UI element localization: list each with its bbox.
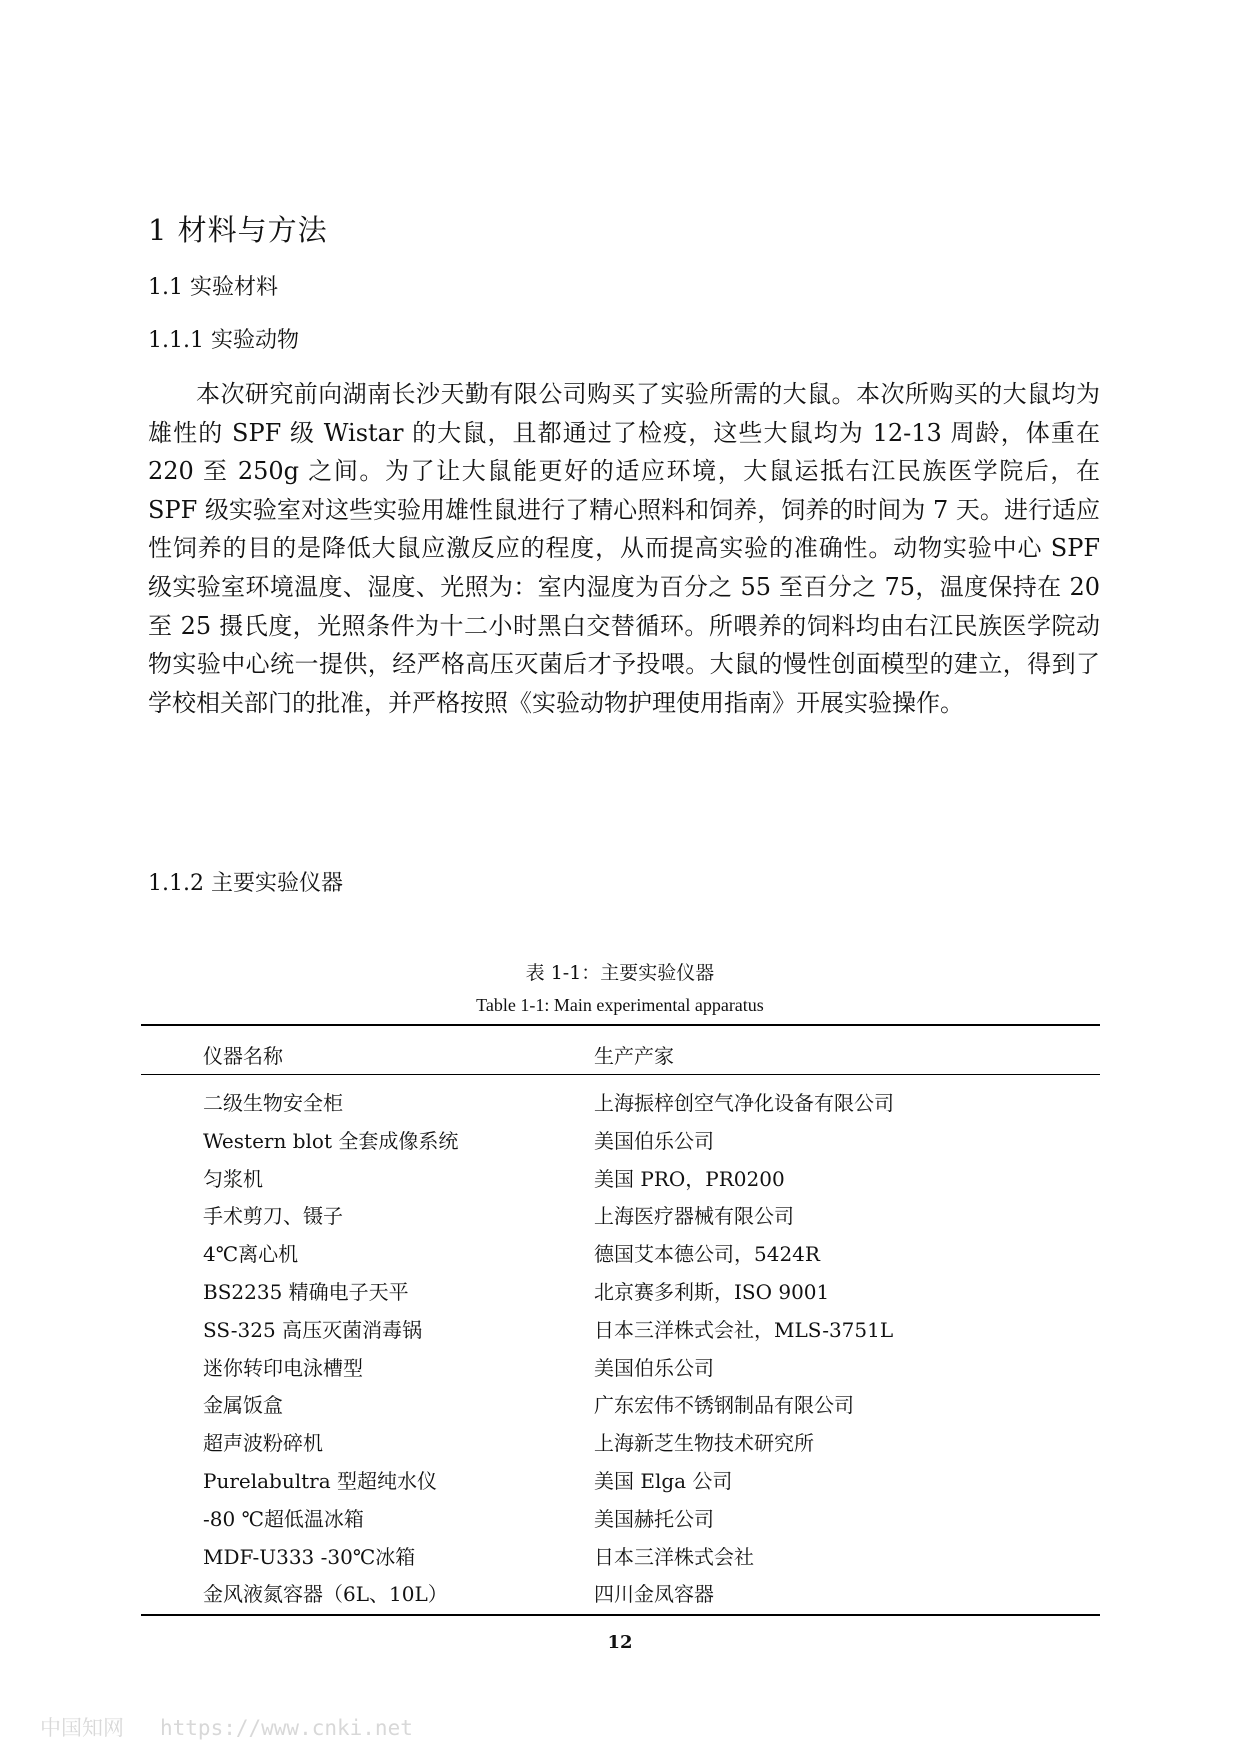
watermark-url[interactable]: https://www.cnki.net: [160, 1716, 413, 1740]
table-row: [0, 1383, 1240, 1421]
instrument-cell: -80 ℃超低温冰箱: [203, 1506, 364, 1531]
table-row: [0, 1346, 1240, 1384]
table-row: [0, 1157, 1240, 1195]
instrument-cell: 超声波粉碎机: [203, 1431, 323, 1456]
table-row: [0, 1421, 1240, 1459]
cnki-watermark: [40, 1712, 449, 1742]
table-row: [0, 1572, 1240, 1610]
table-row: [0, 1119, 1240, 1157]
watermark-brand: 中国知网: [40, 1716, 124, 1740]
table-row: [0, 1459, 1240, 1497]
table-row: [0, 1270, 1240, 1308]
instrument-cell: 匀浆机: [203, 1166, 263, 1191]
table-row: [0, 1497, 1240, 1535]
manufacturer-cell: 美国 PRO，PR0200: [594, 1166, 785, 1191]
table-row: [0, 1194, 1240, 1232]
manufacturer-cell: 四川金凤容器: [594, 1582, 714, 1607]
manufacturer-cell: 美国伯乐公司: [594, 1355, 714, 1380]
page-number: 12: [607, 1632, 633, 1653]
manufacturer-cell: 美国赫托公司: [594, 1506, 714, 1531]
table-row: [0, 1535, 1240, 1573]
instrument-cell: MDF-U333 -30℃冰箱: [203, 1544, 416, 1569]
instrument-cell: Western blot 全套成像系统: [203, 1128, 459, 1153]
instrument-cell: 金属饭盒: [203, 1393, 283, 1418]
table-row: [0, 1308, 1240, 1346]
instrument-cell: 4℃离心机: [203, 1242, 299, 1267]
section-heading: 1 材料与方法: [148, 213, 328, 247]
subsubsection-heading-animals: 1.1.1 实验动物: [148, 328, 299, 353]
table-top-rule: [141, 1024, 1100, 1026]
body-paragraph: 本次研究前向湖南长沙天勤有限公司购买了实验所需的大鼠。本次所购买的大鼠均为雄性的 SPF 级 Wistar 的大鼠，且都通过了检疫，这些大鼠均为 12-13 周龄，体重在 220 至 250g 之间。为了让大鼠能更好的适应环境，大鼠运抵右江民族医学院后，在 SPF 级实验室对这些实验用雄性鼠进行了精心照料和饲养，饲养的时间为 7 天。进行适应性饲养的目的是降低大鼠应激反应的程度，从而提高实验的准确性。动物实验中心 SPF 级实验室环境温度、湿度、光照为：室内湿度为百分之 55 至百分之 75，温度保持在 20 至 25 摄氏度，光照条件为十二小时黑白交替循环。所喂养的饲料均由右江民族医学院动物实验中心统一提供，经严格高压灭菌后才予投喂。大鼠的慢性创面模型的建立，得到了学校相关部门的批准，并严格按照《实验动物护理使用指南》开展实验操作。: [148, 380, 1100, 717]
table-caption-english: Table 1-1: Main experimental apparatus: [476, 995, 764, 1015]
table-row: [0, 1081, 1240, 1119]
manufacturer-cell: 德国艾本德公司，5424R: [594, 1242, 820, 1267]
manufacturer-cell: 上海新芝生物技术研究所: [594, 1431, 814, 1456]
instrument-cell: 手术剪刀、镊子: [203, 1204, 343, 1229]
table-bottom-rule: [141, 1614, 1100, 1616]
manufacturer-cell: 广东宏伟不锈钢制品有限公司: [594, 1393, 854, 1418]
manufacturer-cell: 北京赛多利斯，ISO 9001: [594, 1279, 830, 1304]
instrument-cell: BS2235 精确电子天平: [203, 1279, 409, 1304]
instrument-cell: 二级生物安全柜: [203, 1091, 343, 1115]
table-header-manufacturer: 生产产家: [594, 1044, 674, 1068]
table-caption-chinese: 表 1-1：主要实验仪器: [525, 962, 715, 984]
instrument-cell: SS-325 高压灭菌消毒锅: [203, 1317, 423, 1342]
instrument-cell: 金风液氮容器（6L、10L）: [203, 1582, 448, 1607]
table-body: [0, 1081, 1240, 1610]
manufacturer-cell: 美国 Elga 公司: [594, 1468, 733, 1493]
table-row: [0, 1232, 1240, 1270]
subsection-heading: 1.1 实验材料: [148, 275, 278, 300]
manufacturer-cell: 美国伯乐公司: [594, 1128, 714, 1153]
subsubsection-heading-instruments: 1.1.2 主要实验仪器: [148, 871, 343, 896]
table-header-instrument: 仪器名称: [203, 1044, 283, 1068]
manufacturer-cell: 日本三洋株式会社，MLS-3751L: [594, 1317, 894, 1342]
manufacturer-cell: 上海医疗器械有限公司: [594, 1204, 794, 1229]
instrument-cell: 迷你转印电泳槽型: [203, 1355, 363, 1380]
table-header-rule: [141, 1074, 1100, 1075]
instrument-cell: Purelabultra 型超纯水仪: [203, 1468, 438, 1493]
manufacturer-cell: 日本三洋株式会社: [594, 1544, 754, 1569]
manufacturer-cell: 上海振梓创空气净化设备有限公司: [594, 1091, 894, 1115]
